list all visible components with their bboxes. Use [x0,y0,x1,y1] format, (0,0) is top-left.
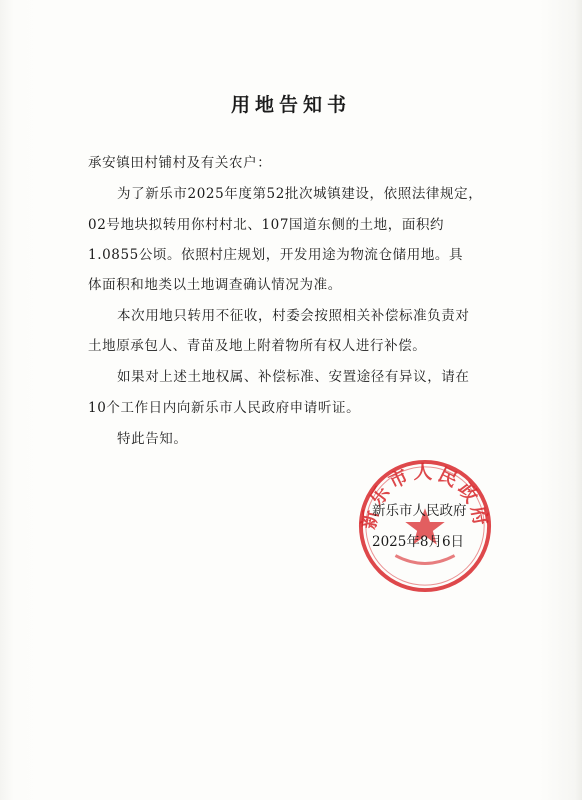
body-line-5: 本次用地只转用不征收，村委会按照相关补偿标准负责对 [117,308,470,324]
body-line-6: 土地原承包人、青苗及地上附着物所有权人进行补偿。 [88,338,427,354]
body-line-3: 1.0855公顷。依照村庄规划，开发用途为物流仓储用地。具 [88,247,464,263]
document-title: 用地告知书 [230,94,351,116]
body-line-2: 02号地块拟转用你村村北、107国道东侧的土地，面积约 [88,217,445,233]
closing-line: 特此告知。 [117,431,188,447]
issuer-name: 新乐市人民政府 [372,503,467,519]
salutation: 承安镇田村铺村及有关农户： [88,155,272,171]
body-line-1: 为了新乐市2025年度第52批次城镇建设，依照法律规定， [117,186,483,202]
body-line-7: 如果对上述土地权属、补偿标准、安置途径有异议，请在 [117,369,470,385]
issue-date: 2025年8月6日 [372,534,465,550]
svg-text:新乐市人民政府: 新乐市人民政府 [358,462,492,531]
official-seal-icon [356,457,494,595]
body-line-4: 体面积和地类以土地调查确认情况为准。 [88,277,342,293]
body-line-8: 10个工作日内向新乐市人民政府申请听证。 [88,400,361,416]
